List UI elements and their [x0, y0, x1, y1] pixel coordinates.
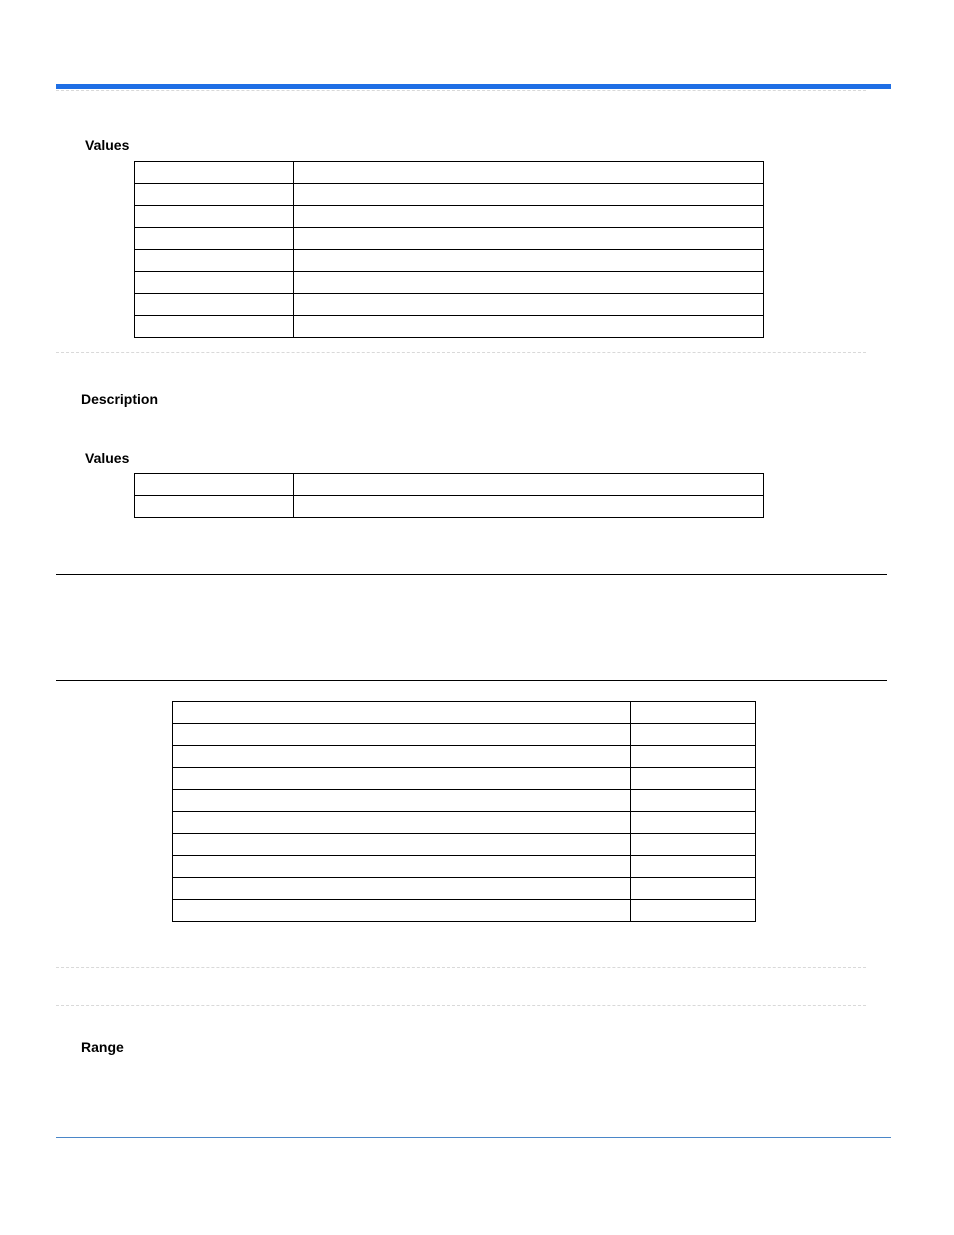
table-cell: [135, 474, 294, 496]
table-cell: [135, 272, 294, 294]
table-cell: [294, 272, 764, 294]
section-dashed-divider: [56, 1005, 866, 1006]
table-cell: [294, 474, 764, 496]
table-cell: [631, 702, 756, 724]
table-row: [173, 812, 756, 834]
table-cell: [294, 250, 764, 272]
section-rule-top: [56, 574, 887, 575]
table-cell: [173, 834, 631, 856]
table-row: [135, 250, 764, 272]
table-row: [173, 790, 756, 812]
table-cell: [135, 228, 294, 250]
table-row: [135, 228, 764, 250]
table-cell: [135, 250, 294, 272]
table-cell: [173, 746, 631, 768]
table-cell: [173, 856, 631, 878]
table-cell: [173, 812, 631, 834]
table-cell: [631, 834, 756, 856]
header-dashed-divider: [56, 90, 866, 91]
table-cell: [631, 724, 756, 746]
description-heading: Description: [81, 391, 159, 407]
table-cell: [294, 316, 764, 338]
table-cell: [631, 812, 756, 834]
table-cell: [173, 724, 631, 746]
table-row: [135, 206, 764, 228]
table-cell: [631, 900, 756, 922]
values-heading-2: Values: [85, 450, 130, 466]
table-cell: [135, 162, 294, 184]
table-row: [173, 724, 756, 746]
table-cell: [135, 316, 294, 338]
table-cell: [173, 878, 631, 900]
table-cell: [173, 768, 631, 790]
table-cell: [173, 702, 631, 724]
table-cell: [631, 768, 756, 790]
table-row: [135, 184, 764, 206]
table-cell: [631, 856, 756, 878]
section-dashed-divider: [56, 352, 866, 353]
main-table: [172, 701, 756, 922]
range-heading: Range: [81, 1039, 124, 1055]
table-cell: [294, 206, 764, 228]
section-dashed-divider: [56, 967, 866, 968]
table-cell: [294, 162, 764, 184]
table-cell: [631, 746, 756, 768]
header-accent-bar: [56, 84, 891, 89]
table-row: [173, 702, 756, 724]
values-heading-1: Values: [85, 137, 130, 153]
table-cell: [135, 206, 294, 228]
table-row: [135, 272, 764, 294]
values-table-1: [134, 161, 764, 338]
table-cell: [173, 790, 631, 812]
table-row: [173, 878, 756, 900]
table-row: [173, 834, 756, 856]
table-row: [173, 856, 756, 878]
table-cell: [294, 496, 764, 518]
table-cell: [631, 878, 756, 900]
table-row: [135, 294, 764, 316]
table-cell: [294, 228, 764, 250]
table-row: [135, 474, 764, 496]
table-row: [135, 496, 764, 518]
table-cell: [173, 900, 631, 922]
table-cell: [135, 294, 294, 316]
footer-rule: [56, 1137, 891, 1138]
table-row: [135, 162, 764, 184]
table-row: [135, 316, 764, 338]
table-cell: [135, 184, 294, 206]
table-cell: [294, 184, 764, 206]
values-table-2: [134, 473, 764, 518]
table-row: [173, 900, 756, 922]
section-rule-bottom: [56, 680, 887, 681]
table-row: [173, 768, 756, 790]
table-cell: [631, 790, 756, 812]
table-row: [173, 746, 756, 768]
table-cell: [135, 496, 294, 518]
table-cell: [294, 294, 764, 316]
